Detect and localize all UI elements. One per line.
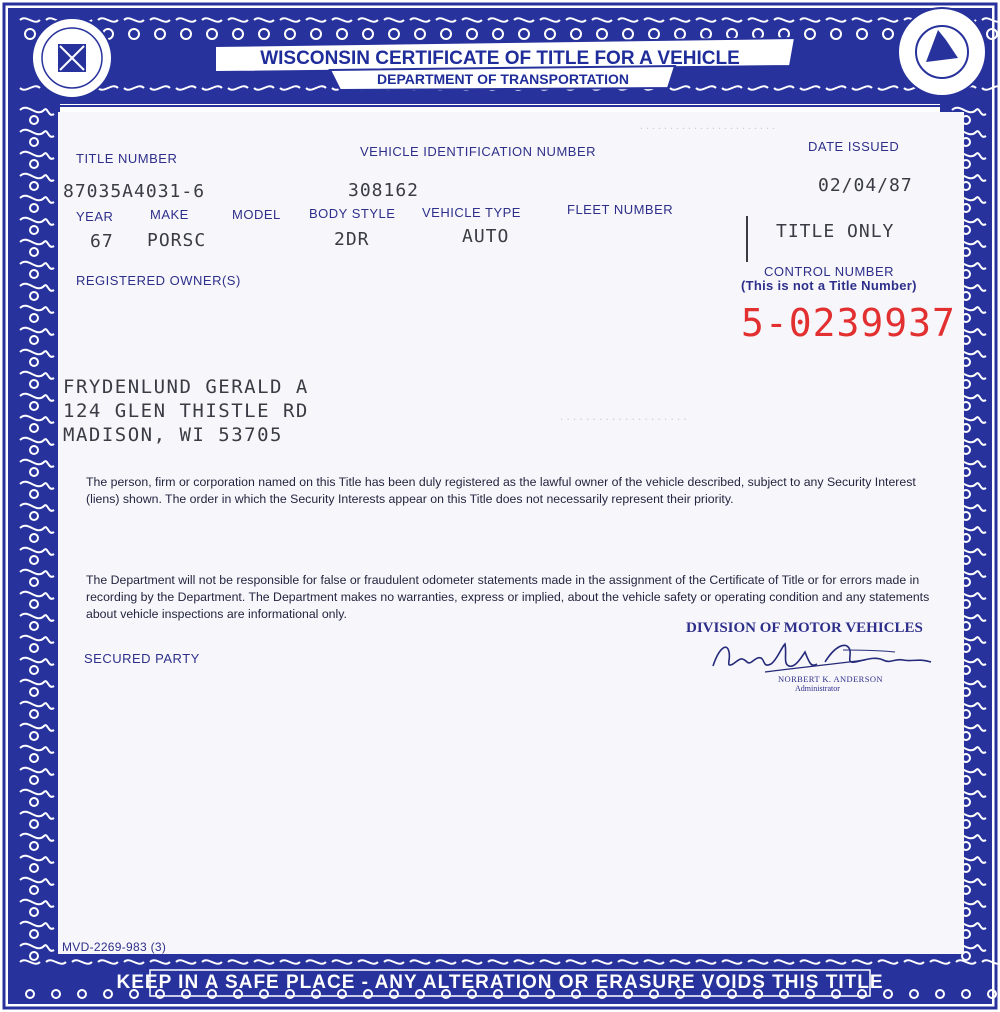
date-issued-value: 02/04/87 (818, 175, 913, 196)
administrator-role: Administrator (795, 684, 840, 693)
registration-statement: The person, firm or corporation named on this Title has been duly registered as the lawful owner of the vehicle described, subject to any Security Interest (liens) shown. The order in which the Security Interests appear on this Title does not necessarily represent their priority. (86, 475, 916, 506)
bleed-through-text: . . . . . . . . . . . . . . . . . . . . . . . (640, 118, 775, 132)
body-style-value: 2DR (334, 229, 370, 250)
administrator-name: NORBERT K. ANDERSON (778, 674, 883, 684)
title-status-divider (746, 216, 748, 262)
bleed-through-text: . . . . . . . . . . . . . . . . . . . . (560, 408, 687, 423)
make-value: PORSC (147, 230, 207, 251)
footer-warning: KEEP IN A SAFE PLACE - ANY ALTERATION OR ERASURE VOIDS THIS TITLE (116, 972, 884, 993)
certificate-title: WISCONSIN CERTIFICATE OF TITLE FOR A VEHICLE (260, 48, 740, 69)
division-of-motor-vehicles: DIVISION OF MOTOR VEHICLES (686, 620, 923, 636)
model-label: MODEL (232, 207, 281, 222)
year-label: YEAR (76, 209, 114, 224)
date-issued-label: DATE ISSUED (808, 139, 900, 154)
vin-value: 308162 (348, 180, 420, 201)
secured-party-label: SECURED PARTY (84, 651, 200, 666)
fleet-number-label: FLEET NUMBER (567, 202, 674, 217)
control-number-note: (This is not a Title Number) (741, 278, 917, 293)
vin-label: VEHICLE IDENTIFICATION NUMBER (360, 144, 597, 159)
owner-street: 124 GLEN THISTLE RD (63, 400, 309, 422)
state-seal-icon (32, 18, 112, 98)
department-subtitle: DEPARTMENT OF TRANSPORTATION (377, 71, 629, 87)
make-label: MAKE (150, 207, 189, 222)
vehicle-type-label: VEHICLE TYPE (422, 205, 521, 220)
year-value: 67 (90, 231, 114, 252)
control-number-label: CONTROL NUMBER (764, 264, 895, 279)
form-number: MVD-2269-983 (3) (62, 940, 167, 954)
owner-city-state-zip: MADISON, WI 53705 (63, 424, 283, 446)
vehicle-type-value: AUTO (462, 226, 510, 247)
title-number-value: 87035A4031-6 (63, 181, 206, 202)
owner-name: FRYDENLUND GERALD A (63, 376, 309, 398)
registered-owners-label: REGISTERED OWNER(S) (76, 273, 241, 288)
odometer-disclaimer: The Department will not be responsible for false or fraudulent odometer statements made in the assignment of the Certificate of Title or for errors made in recording by the Department. The Department makes no warranties, express or implied, about the vehicle safety or operating condition and any statements about vehicle inspections are informational only. (86, 573, 930, 621)
administrator-signature (705, 638, 940, 678)
body-style-label: BODY STYLE (309, 206, 396, 221)
dot-logo-icon (898, 8, 986, 96)
control-number-value: 5-0239937 (741, 301, 956, 345)
title-number-label: TITLE NUMBER (76, 151, 178, 166)
title-status-value: TITLE ONLY (776, 221, 895, 242)
